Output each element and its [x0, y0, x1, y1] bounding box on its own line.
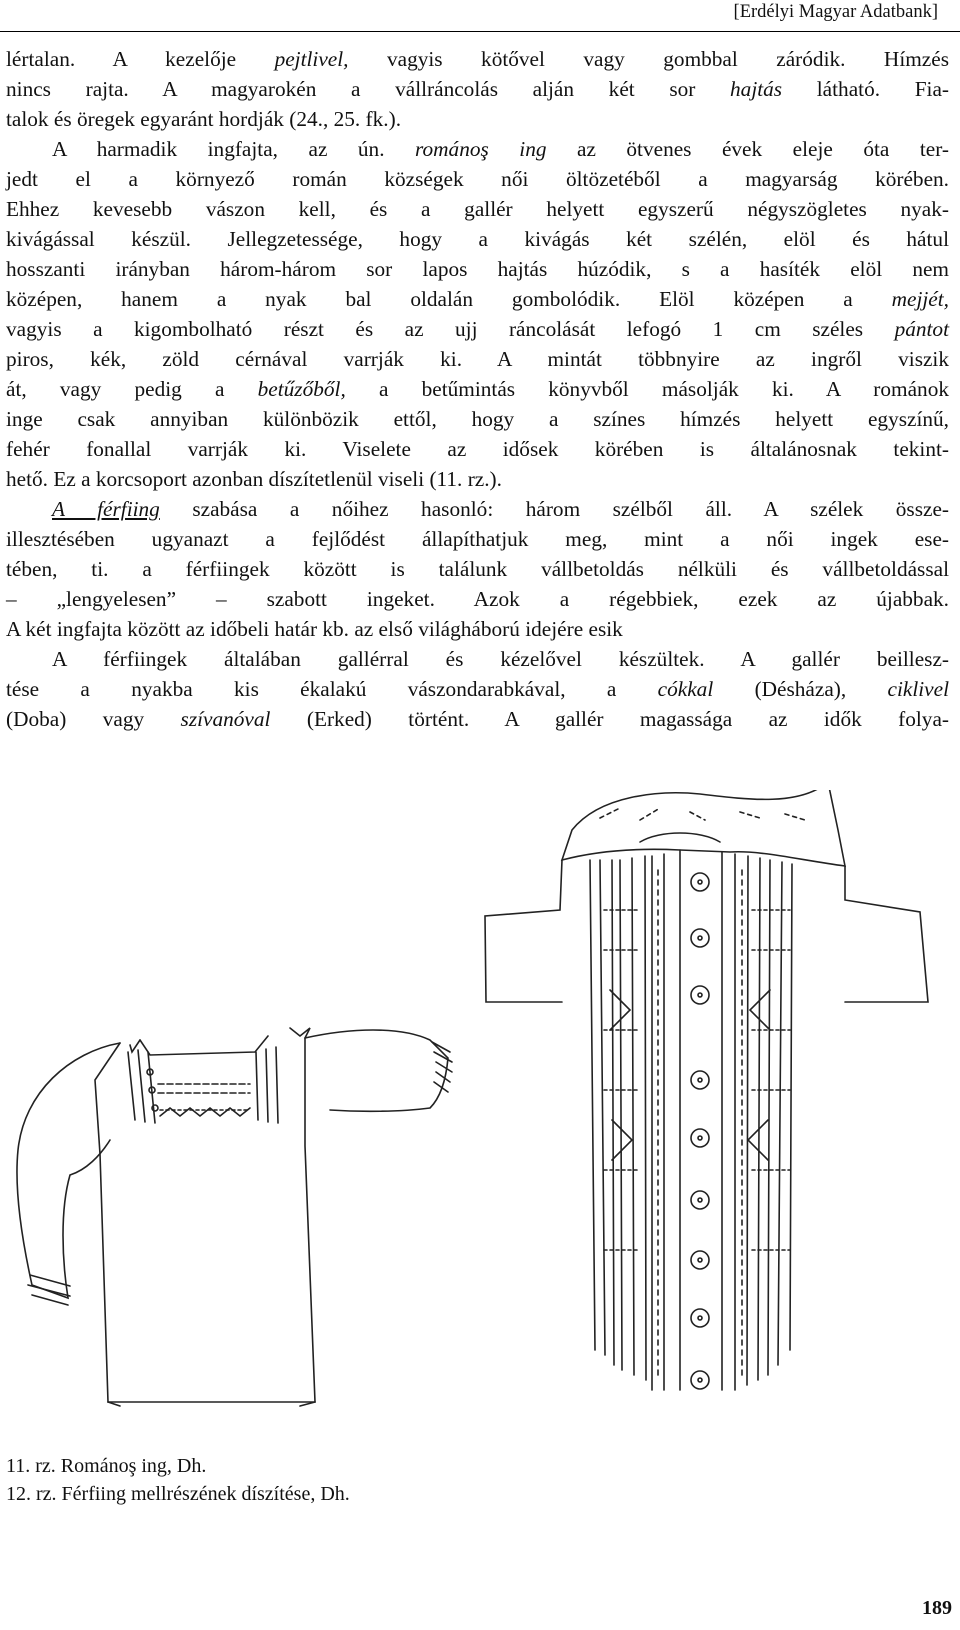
text-run: jedt el a környező román községek női öltözetéből a magyarság körében. — [6, 167, 949, 191]
figure-illustrations — [0, 790, 960, 1410]
text-run: látható. Fia- — [782, 77, 949, 101]
text-line — [6, 344, 949, 374]
text-run: tése a nyakba kis ékalakú vászondarabkával, a — [6, 677, 658, 701]
text-line — [6, 74, 949, 104]
page-number: 189 — [922, 1597, 952, 1619]
text-line — [6, 194, 949, 224]
text-run: illesztésében ugyanazt a fejlődést állapíthatjuk meg, mint a női ingek ese- — [6, 527, 949, 551]
text-run: át, vagy pedig a — [6, 377, 258, 401]
italic-term: románoş ing — [415, 137, 547, 161]
text-run: hető. Ez a korcsoport azonban díszítetlenül viseli (11. rz.). — [6, 467, 502, 491]
text-line — [6, 374, 949, 404]
text-run: A harmadik ingfajta, az ún. — [52, 137, 416, 161]
text-line — [6, 554, 949, 584]
italic-term: cókkal — [657, 677, 714, 701]
text-run: szabása a nőihez hasonló: három szélből áll. A szélek össze- — [159, 497, 950, 521]
text-run: A férfiingek általában gallérral és kézelővel készültek. A gallér beillesz- — [52, 647, 949, 671]
text-line — [6, 254, 949, 284]
text-line — [6, 494, 949, 524]
text-run: talok és öregek egyaránt hordják (24., 25. fk.). — [6, 107, 402, 131]
italic-term: A férfiing — [52, 497, 160, 521]
text-line — [6, 104, 949, 134]
caption-fig11: 11. rz. Románoş ing, Dh. — [6, 1455, 207, 1477]
text-run: tében, ti. a férfiingek között is találunk vállbetoldás nélküli és vállbetoldással — [6, 557, 949, 581]
text-line — [6, 614, 949, 644]
text-line — [6, 134, 949, 164]
text-line — [6, 164, 949, 194]
text-line — [6, 524, 949, 554]
captions — [6, 1452, 350, 1508]
text-run: piros, kék, zöld cérnával varrják ki. A mintát többnyire az ingről viszik — [6, 347, 949, 371]
text-line — [6, 314, 949, 344]
text-run: (Doba) vagy — [6, 707, 181, 731]
romanos-ing-figure — [17, 1028, 452, 1406]
italic-term: szívanóval — [180, 707, 271, 731]
italic-term: pántot — [894, 317, 949, 341]
text-run: vagyis kötővel vagy gombbal záródik. Hímzés — [348, 47, 949, 71]
italic-term: ciklivel — [887, 677, 949, 701]
body-text — [6, 44, 949, 734]
text-run: hosszanti irányban három-három sor lapos hajtás húzódik, s a hasíték elöl nem — [6, 257, 949, 281]
text-run: – „lengyelesen” – szabott ingeket. Azok a régebbiek, ezek az újabbak. — [6, 587, 949, 611]
running-header: [Erdélyi Magyar Adatbank] — [733, 2, 938, 22]
italic-term: mejjét, — [891, 287, 949, 311]
italic-term: betűzőből, — [257, 377, 346, 401]
text-run: inge csak annyiban különbözik ettől, hogy a színes hímzés helyett egyszínű, — [6, 407, 949, 431]
text-run: fehér fonallal varrják ki. Viselete az idősek körében is általánosnak tekint- — [6, 437, 949, 461]
text-run: A két ingfajta között az időbeli határ kb. az első világháború idejére esik — [6, 617, 623, 641]
text-run: az ötvenes évek eleje óta ter- — [546, 137, 949, 161]
text-line — [6, 434, 949, 464]
italic-term: pejtlivel, — [274, 47, 349, 71]
text-run: a betűmintás könyvből másolják ki. A románok — [345, 377, 949, 401]
caption-fig12: 12. rz. Férfiing mellrészének díszítése, Dh. — [6, 1483, 350, 1505]
ferfiing-chest-figure — [485, 790, 928, 1390]
text-run: (Erked) történt. A gallér magassága az idők folya- — [270, 707, 949, 731]
text-run: kivágással készül. Jellegzetessége, hogy a kivágás két szélén, elöl és hátul — [6, 227, 949, 251]
text-line — [6, 284, 949, 314]
text-run: vagyis a kigombolható részt és az ujj ráncolását lefogó 1 cm széles — [6, 317, 895, 341]
text-line — [6, 404, 949, 434]
text-run: Ehhez kevesebb vászon kell, és a gallér helyett egyszerű négyszögletes nyak- — [6, 197, 949, 221]
text-line — [6, 674, 949, 704]
text-run: középen, hanem a nyak bal oldalán gombolódik. Elöl középen a — [6, 287, 892, 311]
text-line — [6, 224, 949, 254]
text-line — [6, 464, 949, 494]
italic-term: hajtás — [730, 77, 783, 101]
text-line — [6, 704, 949, 734]
text-run: (Désháza), — [713, 677, 888, 701]
text-run: lértalan. A kezelője — [6, 47, 275, 71]
header-rule — [0, 31, 960, 32]
text-line — [6, 584, 949, 614]
text-line — [6, 44, 949, 74]
text-run: nincs rajta. A magyarokén a vállráncolás alján két sor — [6, 77, 731, 101]
text-line — [6, 644, 949, 674]
